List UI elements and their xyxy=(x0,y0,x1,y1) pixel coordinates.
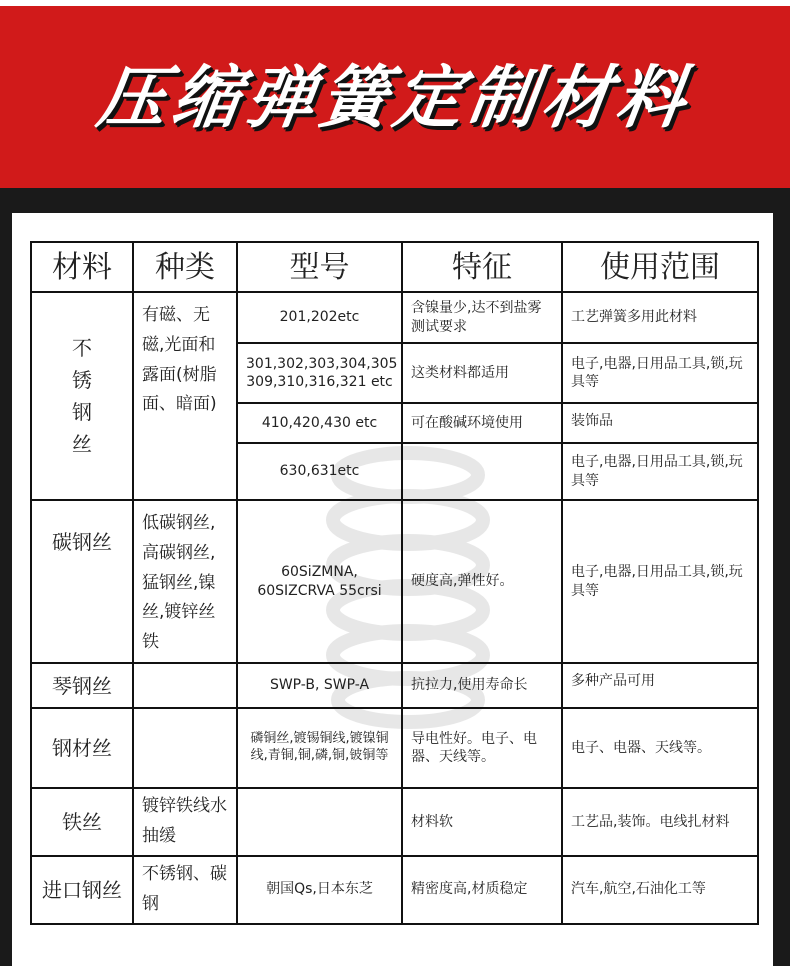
model-cell: 60SiZMNA, 60SIZCRVA 55crsi xyxy=(237,500,402,663)
kind-stainless: 有磁、无磁,光面和露面(树脂面、暗面) xyxy=(133,292,237,500)
header-usage: 使用范围 xyxy=(562,242,758,292)
table-row xyxy=(31,663,758,708)
table-row xyxy=(31,292,758,343)
table-row xyxy=(31,788,758,856)
kind-imported: 不锈钢、碳钢 xyxy=(133,856,237,924)
kind-steel xyxy=(133,708,237,788)
table-row xyxy=(31,856,758,924)
feature-cell: 精密度高,材质稳定 xyxy=(402,856,562,924)
material-stainless: 不锈钢丝 xyxy=(31,292,133,500)
usage-cell: 工艺弹簧多用此材料 xyxy=(562,292,758,343)
model-cell: 410,420,430 etc xyxy=(237,403,402,443)
material-imported: 进口钢丝 xyxy=(31,856,133,924)
feature-cell: 含镍量少,达不到盐雾测试要求 xyxy=(402,292,562,343)
model-cell: 朝国Qs,日本东芝 xyxy=(237,856,402,924)
usage-cell: 电子、电器、天线等。 xyxy=(562,708,758,788)
material-steel: 钢材丝 xyxy=(31,708,133,788)
model-cell: 201,202etc xyxy=(237,292,402,343)
usage-cell: 电子,电器,日用品工具,锁,玩具等 xyxy=(562,500,758,663)
usage-cell: 电子,电器,日用品工具,锁,玩具等 xyxy=(562,343,758,403)
usage-cell: 多种产品可用 xyxy=(562,663,758,708)
feature-cell: 导电性好。电子、电器、天线等。 xyxy=(402,708,562,788)
material-piano: 琴钢丝 xyxy=(31,663,133,708)
material-iron: 铁丝 xyxy=(31,788,133,856)
page-title: 压缩弹簧定制材料 xyxy=(92,59,696,138)
header-kind: 种类 xyxy=(133,242,237,292)
usage-cell: 汽车,航空,石油化工等 xyxy=(562,856,758,924)
model-cell: 磷铜丝,镀锡铜线,镀镍铜线,青铜,铜,磷,铜,铍铜等 xyxy=(237,708,402,788)
feature-cell: 材料软 xyxy=(402,788,562,856)
material-carbon: 碳钢丝 xyxy=(31,500,133,663)
feature-cell: 抗拉力,使用寿命长 xyxy=(402,663,562,708)
material-spec-table xyxy=(30,241,759,925)
model-cell: 301,302,303,304,305 309,310,316,321 etc xyxy=(237,343,402,403)
header-material: 材料 xyxy=(31,242,133,292)
feature-cell: 这类材料都适用 xyxy=(402,343,562,403)
table-row xyxy=(31,708,758,788)
kind-carbon: 低碳钢丝,高碳钢丝,猛钢丝,镍丝,镀锌丝铁 xyxy=(133,500,237,663)
feature-cell: 可在酸碱环境使用 xyxy=(402,403,562,443)
kind-piano xyxy=(133,663,237,708)
model-cell: 630,631etc xyxy=(237,443,402,500)
header-feature: 特征 xyxy=(402,242,562,292)
model-cell: SWP-B, SWP-A xyxy=(237,663,402,708)
table-row xyxy=(31,500,758,663)
table-header-row xyxy=(31,242,758,292)
title-banner xyxy=(0,0,790,188)
feature-cell: 硬度高,弹性好。 xyxy=(402,500,562,663)
kind-iron: 镀锌铁线水抽缓 xyxy=(133,788,237,856)
usage-cell: 工艺品,装饰。电线扎材料 xyxy=(562,788,758,856)
header-model: 型号 xyxy=(237,242,402,292)
usage-cell: 电子,电器,日用品工具,锁,玩具等 xyxy=(562,443,758,500)
feature-cell xyxy=(402,443,562,500)
model-cell xyxy=(237,788,402,856)
usage-cell: 装饰品 xyxy=(562,403,758,443)
